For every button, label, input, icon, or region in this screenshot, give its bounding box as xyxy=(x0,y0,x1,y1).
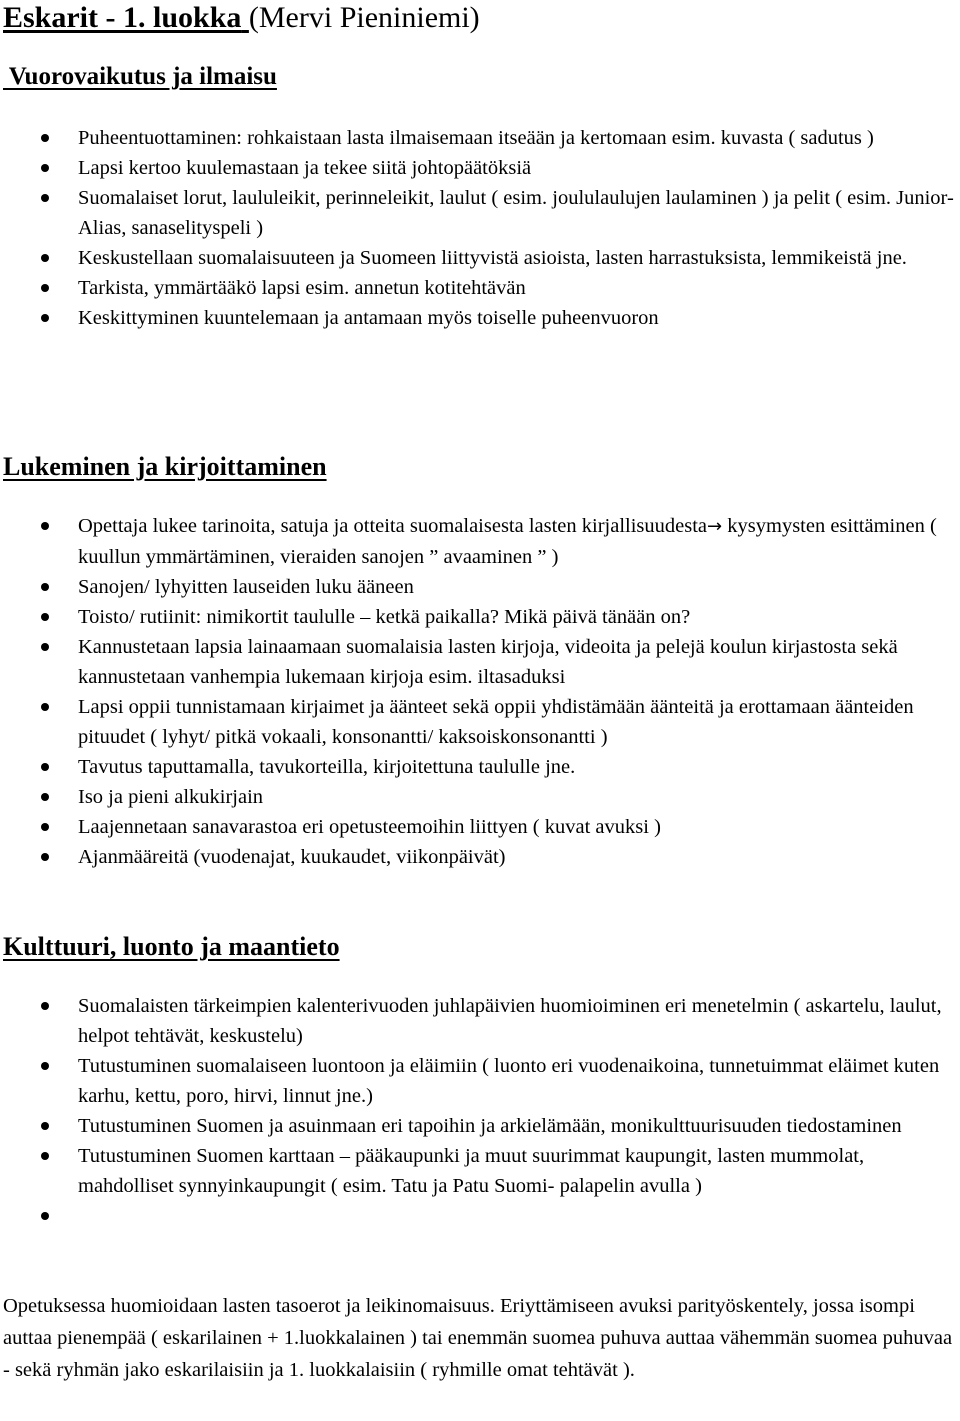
list-item: Toisto/ rutiinit: nimikortit taululle – ketkä paikalla? Mikä päivä tänään on? xyxy=(0,602,958,632)
list-item: Lapsi oppii tunnistamaan kirjaimet ja äänteet sekä oppii yhdistämään äänteitä ja erottamaan äänteiden pituudet ( lyhyt/ pitkä vokaali, konsonantti/ kaksoiskonsonantti ) xyxy=(0,692,958,752)
list-item: Suomalaiset lorut, laululeikit, perinneleikit, laulut ( esim. joululaulujen laulaminen ) ja pelit ( esim. Junior- Alias, sanaselityspeli ) xyxy=(0,183,958,243)
list-item: Tutustuminen Suomen ja asuinmaan eri tapoihin ja arkielämään, monikulttuurisuuden tiedostaminen xyxy=(0,1111,958,1141)
list-item: Iso ja pieni alkukirjain xyxy=(0,782,958,812)
section-heading-kulttuuri: Kulttuuri, luonto ja maantieto xyxy=(3,932,340,961)
section-heading-vuorovaikutus: Vuorovaikutus ja ilmaisu xyxy=(3,63,277,90)
title-author: (Mervi Pieniniemi) xyxy=(248,1,480,34)
list-vuorovaikutus xyxy=(0,123,960,333)
list-item: Ajanmääreitä (vuodenajat, kuukaudet, viikonpäivät) xyxy=(0,842,958,872)
closing-paragraph: Opetuksessa huomioidaan lasten tasoerot ja leikinomaisuus. Eriyttämiseen avuksi parityöskentely, jossa isompi auttaa pienempää ( eskarilainen + 1.luokkalainen ) tai enemmän suomea puhuva auttaa vähemmän suomea puhuvaa - sekä ryhmän jako eskarilaisiin ja 1. luokkalaisiin ( ryhmille omat tehtävät ). xyxy=(3,1295,953,1381)
list-item: Puheentuottaminen: rohkaistaan lasta ilmaisemaan itseään ja kertomaan esim. kuvasta ( sadutus ) xyxy=(0,123,958,153)
list-item: Keskustellaan suomalaisuuteen ja Suomeen liittyvistä asioista, lasten harrastuksista, lemmikeistä jne. xyxy=(0,243,958,273)
list-lukeminen xyxy=(0,511,960,872)
list-item: Sanojen/ lyhyitten lauseiden luku ääneen xyxy=(0,572,958,602)
list-item: Lapsi kertoo kuulemastaan ja tekee siitä johtopäätöksiä xyxy=(0,153,958,183)
list-item: Tavutus taputtamalla, tavukorteilla, kirjoitettuna taululle jne. xyxy=(0,752,958,782)
list-item: Tutustuminen suomalaiseen luontoon ja eläimiin ( luonto eri vuodenaikoina, tunnetuimmat eläimet kuten karhu, kettu, poro, hirvi, linnut jne.) xyxy=(0,1051,958,1111)
arrow-right-icon: → xyxy=(707,516,723,537)
list-item: Tutustuminen Suomen karttaan – pääkaupunki ja muut suurimmat kaupungit, lasten mummolat, mahdolliset synnyinkaupungit ( esim. Tatu ja Patu Suomi- palapelin avulla ) xyxy=(0,1141,958,1201)
list-item: Suomalaisten tärkeimpien kalenterivuoden juhlapäivien huomioiminen eri menetelmin ( askartelu, laulut, helpot tehtävät, keskustelu) xyxy=(0,991,958,1051)
list-item: Laajennetaan sanavarastoa eri opetusteemoihin liittyen ( kuvat avuksi ) xyxy=(0,812,958,842)
list-item: Kannustetaan lapsia lainaamaan suomalaisia lasten kirjoja, videoita ja pelejä koulun kirjastosta sekä kannustetaan vanhempia lukemaan kirjoja esim. iltasaduksi xyxy=(0,632,958,692)
page-title xyxy=(3,0,480,36)
list-kulttuuri xyxy=(0,991,960,1231)
list-item xyxy=(0,1201,958,1231)
title-spacer xyxy=(241,1,249,34)
list-item: Keskittyminen kuuntelemaan ja antamaan myös toiselle puheenvuoron xyxy=(0,303,958,333)
list-item xyxy=(0,511,958,572)
list-item: Tarkista, ymmärtääkö lapsi esim. annetun kotitehtävän xyxy=(0,273,958,303)
item-text: kysymysten esittäminen ( kuullun ymmärtäminen, vieraiden sanojen ” avaaminen ” ) xyxy=(78,515,937,568)
title-main: Eskarit - 1. luokka xyxy=(3,1,242,34)
item-text: Opettaja lukee tarinoita, satuja ja otteita suomalaisesta lasten kirjallisuudesta xyxy=(78,515,708,537)
section-heading-lukeminen: Lukeminen ja kirjoittaminen xyxy=(3,452,327,481)
